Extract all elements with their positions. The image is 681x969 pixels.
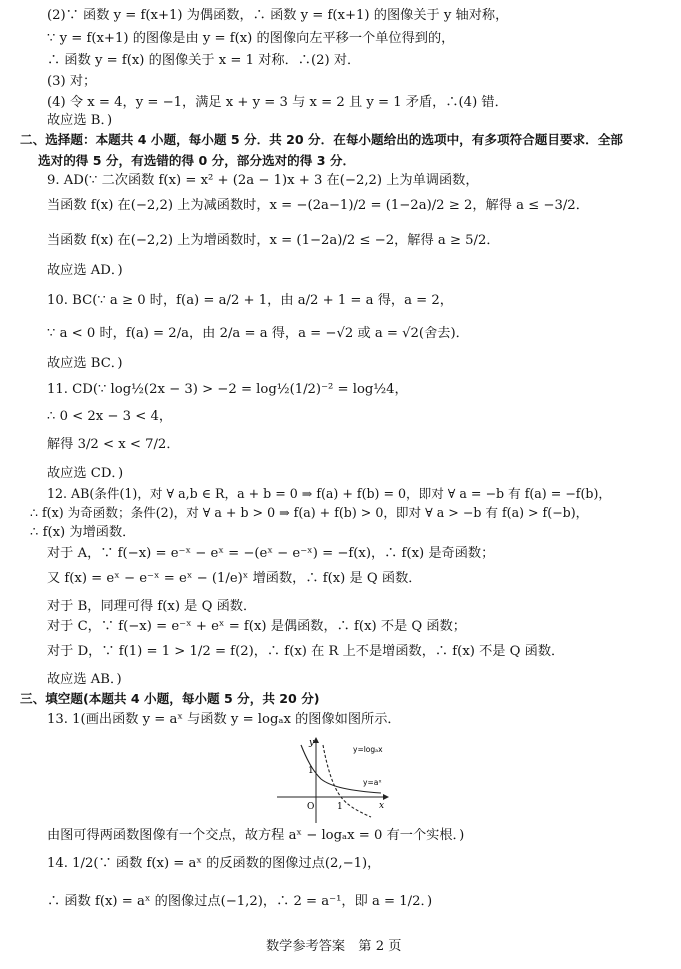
text-line: 11. CD(∵ log½(2x − 3) > −2 = log½(1/2)⁻² = log½4， — [47, 382, 408, 397]
text-line: 14. 1/2(∵ 函数 f(x) = aˣ 的反函数的图像过点(2,−1)， — [47, 856, 381, 871]
text-line: ∴ 函数 y = f(x) 的图像关于 x = 1 对称．∴(2) 对． — [47, 53, 361, 68]
text-line: 对于 C，∵ f(−x) = e⁻ˣ + eˣ = f(x) 是偶函数，∴ f(x) 不是 Q 函数； — [47, 619, 466, 634]
text-line: ∴ 函数 f(x) = aˣ 的图像过点(−1,2)，∴ 2 = a⁻¹，即 a = 1/2．) — [47, 894, 433, 909]
text-line: 又 f(x) = eˣ − e⁻ˣ = eˣ − (1/e)ˣ 增函数，∴ f(x) 是 Q 函数． — [47, 571, 422, 586]
text-line: 当函数 f(x) 在(−2,2) 上为增函数时，x = (1−2a)/2 ≤ −2，解得 a ≥ 5/2． — [47, 233, 500, 248]
log-curve-label: y=logₐx — [353, 745, 383, 754]
text-line: 当函数 f(x) 在(−2,2) 上为减函数时，x = −(2a−1)/2 = (1−2a)/2 ≥ 2，解得 a ≤ −3/2． — [47, 198, 589, 213]
text-line: 10. BC(∵ a ≥ 0 时，f(a) = a/2 + 1，由 a/2 + 1 = a 得，a = 2， — [47, 293, 453, 308]
text-line: ∵ a < 0 时，f(a) = 2/a，由 2/a = a 得，a = −√2 或 a = √2(舍去)． — [47, 326, 469, 341]
text-line: 对于 D，∵ f(1) = 1 > 1/2 = f(2)，∴ f(x) 在 R 上不是增函数，∴ f(x) 不是 Q 函数． — [47, 644, 565, 659]
x-axis-arrow — [383, 794, 389, 800]
y-tick-1: 1 — [308, 766, 314, 776]
text-line: ∵ y = f(x+1) 的图像是由 y = f(x) 的图像向左平移一个单位得到的， — [47, 31, 455, 46]
y-axis-label: y — [309, 738, 315, 748]
section-heading: 选对的得 5 分，有选错的得 0 分，部分选对的得 3 分． — [38, 153, 356, 168]
text-line: 故应选 CD．) — [47, 466, 124, 481]
text-line: (4) 令 x = 4，y = −1，满足 x + y = 3 与 x = 2 且 y = 1 矛盾，∴(4) 错． — [47, 95, 508, 110]
text-line: 故应选 B．) — [47, 113, 113, 128]
page-footer: 数学参考答案 第 2 页 — [266, 939, 402, 954]
text-line: ∴ 0 < 2x − 3 < 4， — [47, 409, 173, 424]
x-axis-label: x — [379, 801, 385, 811]
text-line: 解得 3/2 < x < 7/2． — [47, 437, 180, 452]
section-heading: 三、填空题(本题共 4 小题，每小题 5 分，共 20 分) — [20, 691, 320, 706]
exp-curve-label: y=aˣ — [363, 778, 382, 787]
text-line: 12. AB(条件(1)，对 ∀ a,b ∈ R，a + b = 0 ⇒ f(a) + f(b) = 0，即对 ∀ a = −b 有 f(a) = −f(b)， — [47, 486, 611, 501]
text-line: 故应选 BC．) — [47, 356, 123, 371]
x-tick-1: 1 — [337, 802, 343, 812]
text-line: 故应选 AB．) — [47, 672, 122, 687]
text-line: 对于 A，∵ f(−x) = e⁻ˣ − eˣ = −(eˣ − e⁻ˣ) = −f(x)，∴ f(x) 是奇函数； — [47, 546, 495, 561]
text-line: 对于 B，同理可得 f(x) 是 Q 函数． — [47, 599, 257, 614]
section-heading: 二、选择题：本题共 4 小题，每小题 5 分．共 20 分．在每小题给出的选项中，有多项符合题目要求．全部 — [20, 132, 623, 147]
text-line: 故应选 AD．) — [47, 263, 123, 278]
text-line: (3) 对； — [47, 74, 97, 89]
text-line: 13. 1(画出函数 y = aˣ 与函数 y = logₐx 的图像如图所示． — [47, 712, 401, 727]
origin-label: O — [307, 802, 315, 812]
text-line: 由图可得两函数图像有一个交点，故方程 aˣ − logₐx = 0 有一个实根．) — [47, 828, 465, 843]
text-line: (2)∵ 函数 y = f(x+1) 为偶函数，∴ 函数 y = f(x+1) 的图像关于 y 轴对称， — [47, 8, 509, 23]
text-line: ∴ f(x) 为增函数． — [30, 525, 136, 540]
text-line: ∴ f(x) 为奇函数；条件(2)，对 ∀ a + b > 0 ⇒ f(a) + f(b) > 0，即对 ∀ a > −b 有 f(a) > f(−b)， — [30, 505, 589, 520]
function-graph — [271, 735, 407, 825]
text-line: 9. AD(∵ 二次函数 f(x) = x² + (2a − 1)x + 3 在(−2,2) 上为单调函数， — [47, 173, 479, 188]
